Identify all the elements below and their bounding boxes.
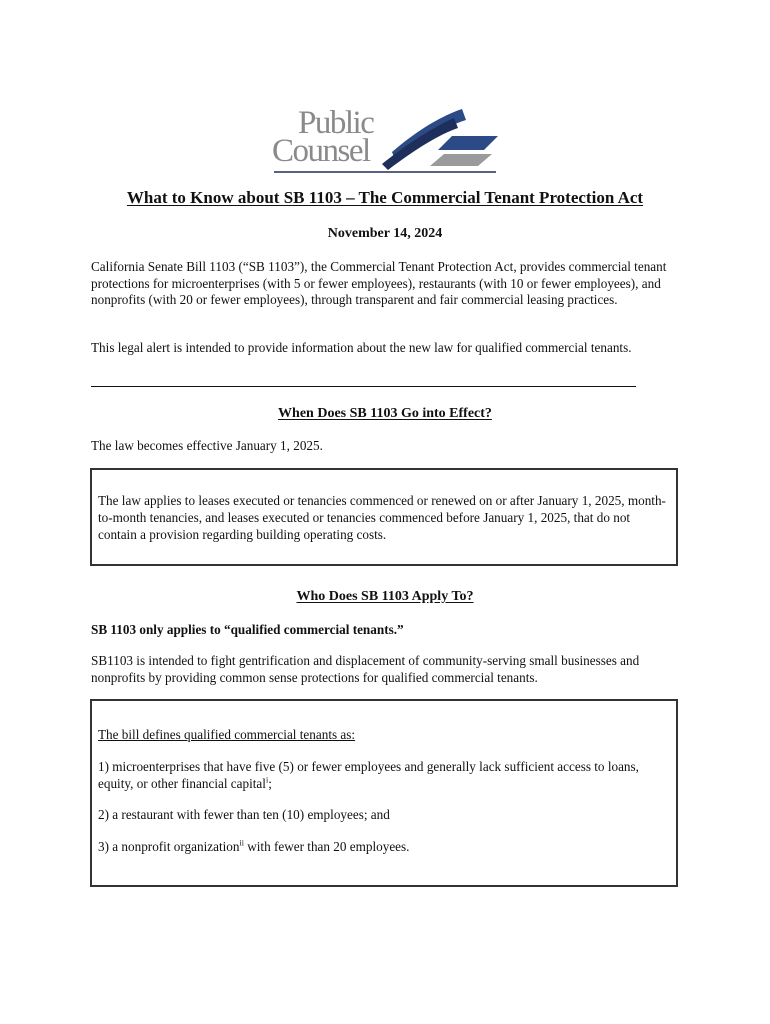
section-heading-effective-date: When Does SB 1103 Go into Effect? — [278, 406, 492, 421]
legal-alert-paragraph: This legal alert is intended to provide information about the new law for qualified commercial tenants. — [91, 340, 632, 355]
section-divider — [91, 386, 636, 387]
document-date: November 14, 2024 — [327, 226, 443, 241]
definition-intro: The bill defines qualified commercial tenants as: — [98, 727, 356, 742]
definition-item-microenterprises: 1) microenterprises that have five (5) or fewer employees and generally lack sufficient access to loans, equity, or other financial capital$^i$; — [98, 759, 639, 791]
applicability-text: The law applies to leases executed or tenancies commenced or renewed on or after January 1, 2025, month-to-month tenancies, and leases executed or tenancies commenced before January 1, 2025, that do not contain a provision regarding building operating costs. — [98, 493, 666, 542]
purpose-paragraph: SB1103 is intended to fight gentrification and displacement of community-serving small businesses and nonprofits by providing common sense protections for qualified commercial tenants. — [91, 653, 640, 685]
intro-paragraph: California Senate Bill 1103 (“SB 1103”), the Commercial Tenant Protection Act, provides commercial tenant protections for microenterprises (with 5 or fewer employees), restaurants (with 10 or fewer employees), and nonprofits (with 20 or fewer employees), through transparent and fair commercial leasing practices. — [91, 259, 667, 307]
definition-item-nonprofit: 3) a nonprofit organization$^{ii}$ with fewer than 20 employees. — [98, 838, 410, 854]
document-title: What to Know about SB 1103 – The Commercial Tenant Protection Act — [126, 188, 644, 207]
definition-item-restaurant: 2) a restaurant with fewer than ten (10) employees; and — [98, 807, 390, 822]
endnote-i: i — [265, 775, 269, 785]
qualified-tenants-subheading: SB 1103 only applies to “qualified commercial tenants.” — [91, 622, 404, 637]
applicability-box — [90, 468, 678, 566]
logo-text-counsel: Counsel — [272, 133, 370, 169]
effective-date-text: The law becomes effective January 1, 2025. — [91, 438, 323, 453]
public-counsel-logo — [272, 106, 500, 174]
section-heading-who-applies: Who Does SB 1103 Apply To? — [296, 589, 474, 604]
logo-text-public: Public — [298, 105, 374, 141]
endnote-ii: ii — [239, 838, 244, 848]
definition-box — [90, 699, 678, 887]
